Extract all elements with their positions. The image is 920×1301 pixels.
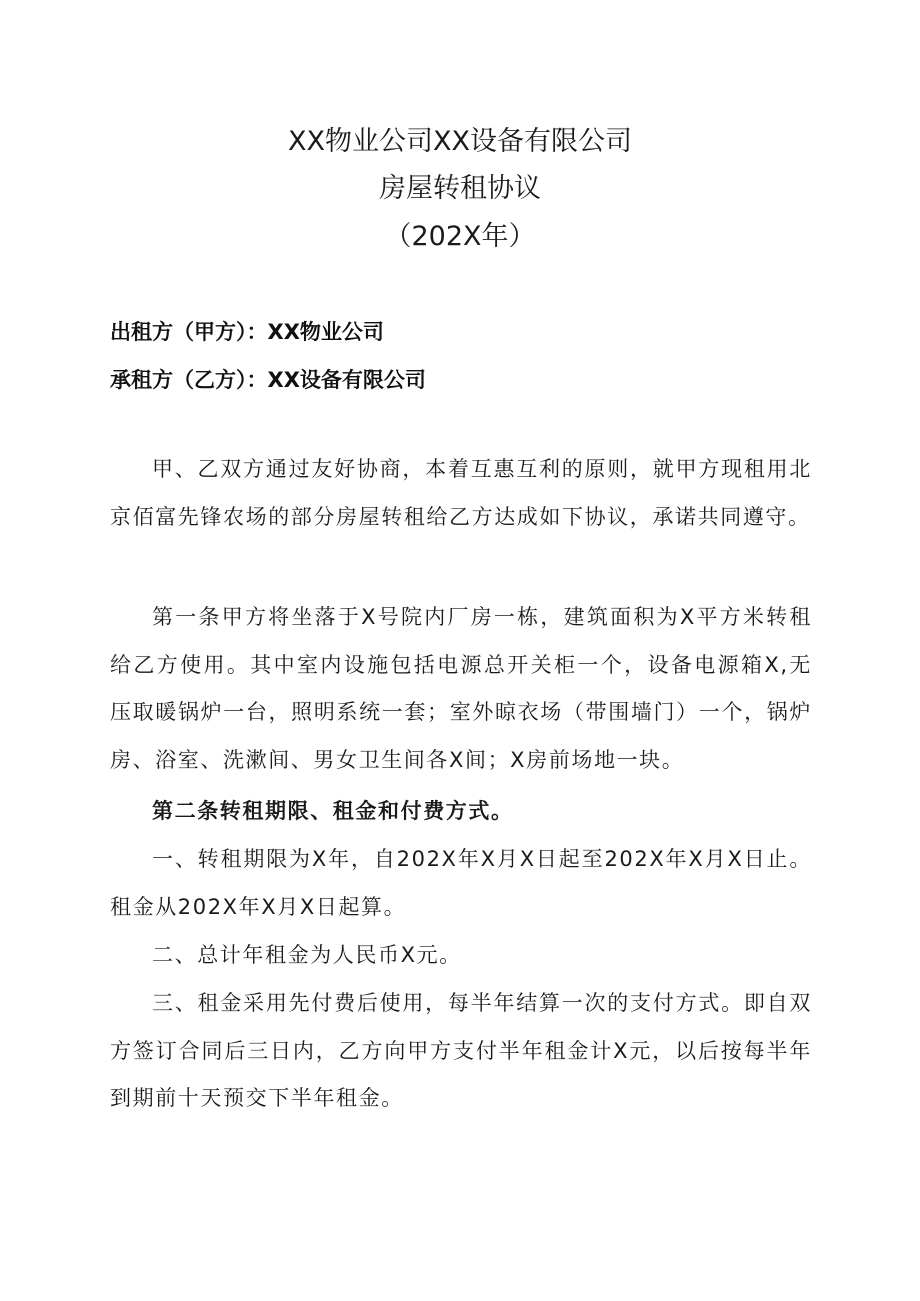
title-year: （202X年）	[384, 221, 536, 252]
article-2-item-1: 一、转租期限为X年，自202X年X月X日起至202X年X月X日止。租金从202X年X月X日起算。	[110, 847, 812, 919]
article-2-item-2: 二、总计年租金为人民币X元。	[152, 943, 462, 967]
title-company-names: XX物业公司XX设备有限公司	[288, 126, 632, 157]
intro-paragraph: 甲、乙双方通过友好协商，本着互惠互利的原则，就甲方现租用北京佰富先锋农场的部分房屋转租给乙方达成如下协议，承诺共同遵守。	[110, 457, 812, 529]
lessor-party: 出租方（甲方）：XX物业公司	[110, 320, 384, 344]
lessee-party: 承租方（乙方）：XX设备有限公司	[110, 368, 426, 392]
article-1-paragraph: 第一条甲方将坐落于X号院内厂房一栋，建筑面积为X平方米转租给乙方使用。其中室内设施包括电源总开关柜一个，设备电源箱X,无压取暖锅炉一台，照明系统一套；室外晾衣场（带围墙门）一个，锅炉房、浴室、洗漱间、男女卫生间各X间；X房前场地一块。	[110, 605, 812, 772]
title-agreement-name: 房屋转租协议	[379, 173, 541, 204]
article-2-item-3: 三、租金采用先付费后使用，每半年结算一次的支付方式。即自双方签订合同后三日内，乙方向甲方支付半年租金计X元，以后按每半年到期前十天预交下半年租金。	[110, 991, 812, 1110]
article-2-heading: 第二条转租期限、租金和付费方式。	[152, 799, 514, 823]
